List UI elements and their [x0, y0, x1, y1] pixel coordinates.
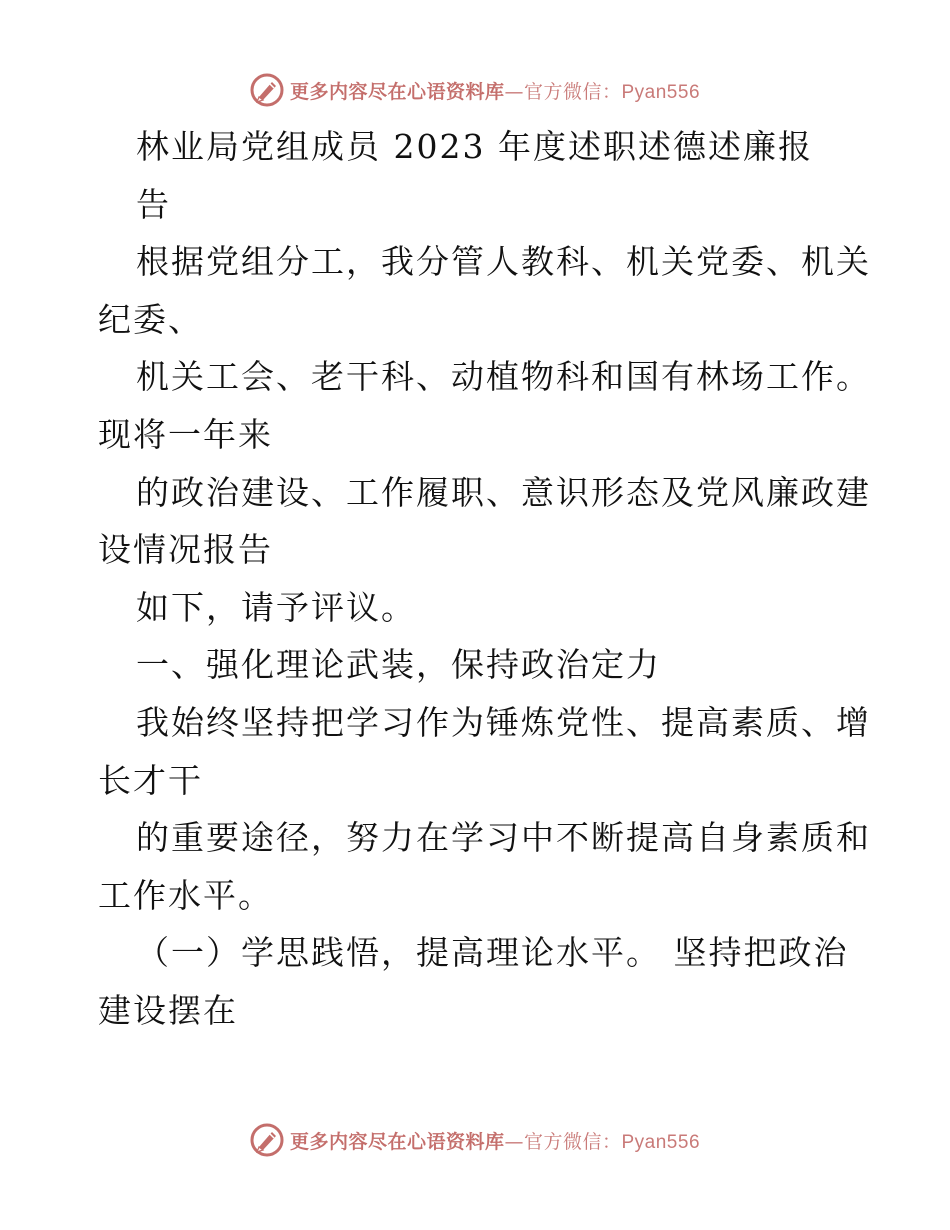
document-body	[98, 118, 878, 1040]
pen-logo-icon	[250, 1123, 284, 1157]
paragraph-line: 的重要途径，努力在学习中不断提高自身素质和	[136, 818, 871, 858]
watermark-dash: —	[504, 80, 524, 103]
pen-logo-icon	[250, 73, 284, 107]
watermark-brand: 更多内容尽在心语资料库	[289, 1130, 505, 1153]
watermark-text	[290, 77, 700, 104]
watermark-label: 官方微信：	[523, 80, 622, 103]
watermark-wechat-id: Pyan556	[621, 1131, 701, 1153]
document-title-line-2: 告	[136, 184, 171, 224]
watermark-text	[290, 1127, 700, 1154]
paragraph-line: 我始终坚持把学习作为锤炼党性、提高素质、增	[136, 702, 871, 742]
paragraph-line: 根据党组分工，我分管人教科、机关党委、机关	[136, 242, 871, 282]
header-watermark	[0, 70, 950, 110]
subsection-line: （一）学思践悟，提高理论水平。 坚持把政治	[136, 933, 849, 973]
paragraph-line: 工作水平。	[98, 875, 273, 915]
watermark-label: 官方微信：	[523, 1130, 622, 1153]
watermark-wechat-id: Pyan556	[621, 81, 701, 103]
section-heading: 一、强化理论武装，保持政治定力	[136, 645, 661, 685]
document-title-line-1: 林业局党组成员 2023 年度述职述德述廉报	[136, 127, 813, 166]
paragraph-line: 长才干	[98, 760, 203, 800]
paragraph-line: 设情况报告	[98, 530, 273, 570]
paragraph-line: 现将一年来	[98, 414, 273, 454]
paragraph-line: 机关工会、老干科、动植物科和国有林场工作。	[136, 357, 871, 397]
watermark-group	[250, 1123, 700, 1157]
paragraph-line: 的政治建设、工作履职、意识形态及党风廉政建	[136, 472, 871, 512]
footer-watermark	[0, 1120, 950, 1160]
watermark-brand: 更多内容尽在心语资料库	[289, 80, 505, 103]
watermark-group	[250, 73, 700, 107]
watermark-dash: —	[504, 1130, 524, 1153]
paragraph-line: 建设摆在	[98, 990, 238, 1030]
paragraph-line: 纪委、	[98, 299, 203, 339]
paragraph-line: 如下，请予评议。	[136, 587, 416, 627]
